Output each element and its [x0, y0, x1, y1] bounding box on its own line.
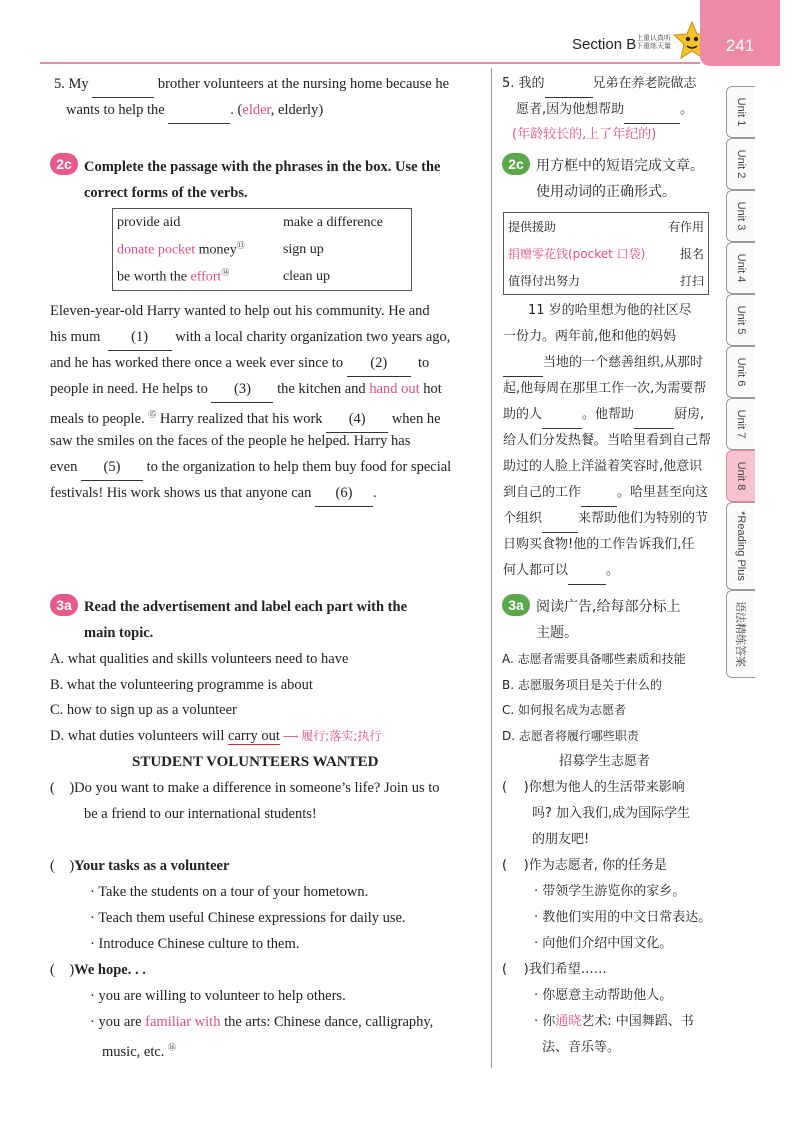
cn-instr-2c-1: 用方框中的短语完成文章。	[536, 158, 704, 174]
cn-passage: 日购买食物!他的工作告诉我们,任	[503, 537, 695, 552]
cn-para1-line1: ( )你想为他人的生活带来影响	[502, 780, 685, 795]
cn-para3-item: · 你愿意主动帮助他人。	[534, 988, 673, 1003]
carry-out-phrase: carry out	[228, 728, 280, 744]
phrase-worth: be worth the effort⑭	[117, 268, 230, 285]
para3-item: · you are willing to volunteer to help others.	[90, 988, 346, 1004]
passage-line: Eleven-year-old Harry wanted to help out his community. He and	[50, 303, 430, 319]
cn-para2-item: · 教他们实用的中文日常表达。	[534, 910, 712, 925]
q5-line2-text: wants to help the	[66, 102, 165, 118]
para2-item: · Introduce Chinese culture to them.	[90, 936, 300, 952]
cn-q5-line1: 5. 我的 兄弟在养老院做志	[502, 71, 697, 98]
q5-line2: wants to help the . (elder, elderly)	[66, 97, 323, 124]
tab-grammar-answers[interactable]	[726, 590, 755, 678]
q5-line1	[54, 71, 449, 98]
cn-option-d: D. 志愿者将履行哪些职责	[502, 729, 639, 743]
tab-label: Unit 3	[735, 201, 747, 231]
option-b: B. what the volunteering programme is about	[50, 677, 313, 693]
cn-passage: 当地的一个慈善组织,从那时	[503, 350, 703, 377]
passage-line: saw the smiles on the faces of the people he helped. Harry has	[50, 433, 411, 449]
phrase-donate: donate pocket money⑬	[117, 241, 245, 258]
page-number: 241	[700, 0, 780, 66]
cn-instr-3a-1: 阅读广告,给每部分标上	[536, 599, 681, 615]
cn-phrase: 报名	[679, 247, 704, 261]
badge-2c: 2c	[50, 153, 78, 175]
instruction-3a-line2: main topic.	[84, 625, 154, 641]
cn-para2-head: ( )作为志愿者, 你的任务是	[502, 858, 667, 873]
cn-phrase: 捐赠零花钱(pocket 口袋)	[508, 247, 646, 261]
q5-blank-2[interactable]	[168, 97, 230, 124]
cn-option-c: C. 如何报名成为志愿者	[502, 703, 627, 717]
phrase: provide aid	[117, 214, 181, 230]
option-c: C. how to sign up as a volunteer	[50, 702, 237, 718]
phrase: make a difference	[282, 214, 383, 230]
option-d: D. what duties volunteers will carry out ⟶ 履行;落实;执行	[50, 728, 382, 744]
blank-6[interactable]: (6)	[315, 480, 373, 507]
tab-label: Unit 4	[735, 253, 747, 283]
cn-para3-item: · 你通晓艺术: 中国舞蹈、书	[534, 1014, 694, 1029]
cn-blank-3[interactable]	[634, 402, 674, 429]
instruction-2c-line1: Complete the passage with the phrases in the box. Use the	[84, 159, 441, 175]
tab-unit-1[interactable]	[726, 86, 755, 138]
tab-label: Unit 6	[735, 357, 747, 387]
tagline-1: 上重认真听	[636, 34, 671, 42]
tab-label: 语法精练答案	[734, 601, 746, 667]
instruction-3a-line1: Read the advertisement and label each part with the	[84, 599, 408, 615]
passage-line: meals to people. ⑮ Harry realized that his work (4) when he	[50, 402, 441, 433]
blank-1[interactable]: (1)	[108, 324, 172, 351]
instruction-2c-line2: correct forms of the verbs.	[84, 185, 248, 201]
cn-q5-blank-1[interactable]	[545, 71, 593, 98]
cn-instr-3a-2: 主题。	[536, 625, 578, 641]
tab-label: *Reading Plus	[735, 511, 747, 581]
cn-q5-blank-2[interactable]	[624, 97, 680, 124]
passage-line: festivals! His work shows us that anyone can (6) .	[50, 480, 377, 507]
cn-blank-6[interactable]	[568, 558, 606, 585]
cn-passage: 何人都可以 。	[503, 558, 619, 585]
blank-3[interactable]: (3)	[211, 376, 273, 403]
badge-3a: 3a	[50, 594, 78, 616]
cn-para1-line2: 吗? 加入我们,成为国际学生	[532, 806, 691, 821]
tab-unit-5[interactable]	[726, 294, 755, 346]
tab-label: Unit 1	[735, 97, 747, 127]
cn-blank-4[interactable]	[581, 480, 617, 507]
tab-unit-3[interactable]	[726, 190, 755, 242]
q5-blank-1[interactable]	[92, 71, 154, 98]
cn-passage: 助的人 。他帮助 厨房,	[503, 402, 704, 429]
phrase: sign up	[282, 241, 324, 257]
tab-unit-4[interactable]	[726, 242, 755, 294]
para1-line2: be a friend to our international students!	[84, 806, 317, 822]
tab-reading-plus[interactable]	[726, 502, 755, 590]
tab-label: Unit 8	[735, 461, 747, 491]
cn-passage: 助过的人脸上洋溢着笑容时,他意识	[503, 459, 703, 474]
cn-option-b: B. 志愿服务项目是关于什么的	[502, 678, 662, 692]
para2-item: · Take the students on a tour of your hometown.	[90, 884, 369, 900]
badge-2c-cn: 2c	[502, 153, 530, 175]
cn-ad-title: 招募学生志愿者	[559, 754, 651, 769]
cn-phrase: 有作用	[667, 220, 704, 234]
section-title: Section B	[572, 36, 637, 53]
cn-blank-5[interactable]	[542, 506, 578, 533]
header-rule	[40, 62, 700, 64]
cn-phrase-box	[503, 212, 709, 295]
cn-para3-head: ( )我们希望……	[502, 962, 607, 977]
tab-label: Unit 2	[735, 149, 747, 179]
para2-head: ( )Your tasks as a volunteer	[50, 858, 230, 874]
tab-unit-8[interactable]	[726, 450, 755, 502]
para3-item: · you are familiar with the arts: Chinese dance, calligraphy,	[90, 1014, 434, 1030]
tagline-2: 下重练天量	[636, 42, 671, 50]
cn-phrase: 值得付出努力	[508, 274, 581, 288]
column-divider	[491, 68, 492, 1068]
cn-passage: 11 岁的哈里想为他的社区尽	[528, 303, 692, 318]
q5-option-elderly: elderly	[278, 102, 319, 118]
passage-line: people in need. He helps to (3) the kitchen and hand out hot	[50, 376, 442, 403]
para3-head: ( )We hope. . .	[50, 962, 146, 978]
blank-2[interactable]: (2)	[347, 350, 411, 377]
cn-instr-2c-2: 使用动词的正确形式。	[536, 184, 676, 200]
cn-para2-item: · 向他们介绍中国文化。	[534, 936, 673, 951]
tab-unit-2[interactable]	[726, 138, 755, 190]
passage-line: even (5) to the organization to help them buy food for special	[50, 454, 451, 481]
tab-unit-7[interactable]	[726, 398, 755, 450]
cn-blank-2[interactable]	[542, 402, 582, 429]
blank-5[interactable]: (5)	[81, 454, 143, 481]
cn-para3-item-line2: 法、音乐等。	[542, 1040, 621, 1055]
tab-label: Unit 7	[735, 409, 747, 439]
blank-4[interactable]: (4)	[326, 406, 388, 433]
tab-label: Unit 5	[735, 305, 747, 335]
q5-mid: brother volunteers at the nursing home because he	[157, 76, 450, 92]
q5-prefix: 5. My	[54, 76, 89, 92]
passage-line: his mum (1) with a local charity organization two years ago,	[50, 324, 450, 351]
option-a: A. what qualities and skills volunteers need to have	[50, 651, 349, 667]
para2-item: · Teach them useful Chinese expressions for daily use.	[90, 910, 406, 926]
cn-phrase: 提供援助	[508, 220, 557, 234]
cn-para2-item: · 带领学生游览你的家乡。	[534, 884, 686, 899]
cn-option-a: A. 志愿者需要具备哪些素质和技能	[502, 652, 686, 666]
header-tagline	[636, 34, 671, 50]
badge-3a-cn: 3a	[502, 594, 530, 616]
cn-para1-line3: 的朋友吧!	[532, 832, 590, 847]
cn-passage: 给人们分发热餐。当哈里看到自己帮	[503, 433, 712, 448]
phrase-box	[112, 208, 412, 291]
cn-passage: 个组织 来帮助他们为特别的节	[503, 506, 708, 533]
cn-q5-note: (年龄较长的,上了年纪的)	[512, 127, 657, 142]
cn-passage: 一份力。两年前,他和他的妈妈	[503, 329, 677, 344]
cn-blank-1[interactable]	[503, 350, 543, 377]
cn-phrase: 打扫	[679, 274, 704, 288]
q5-option-elder: elder	[242, 102, 271, 118]
para1-line1: ( )Do you want to make a difference in someone’s life? Join us to	[50, 780, 440, 796]
ad-title: STUDENT VOLUNTEERS WANTED	[132, 754, 379, 770]
tab-unit-6[interactable]	[726, 346, 755, 398]
para3-item-line2: music, etc. ⑯	[102, 1043, 177, 1060]
cn-q5-line2: 愿者,因为他想帮助 。	[516, 97, 693, 124]
cn-passage: 到自己的工作 。哈里甚至向这	[503, 480, 708, 507]
cn-passage: 起,他每周在那里工作一次,为需要帮	[503, 381, 707, 396]
phrase: clean up	[282, 268, 330, 284]
carry-out-note: 履行;落实;执行	[301, 729, 382, 743]
passage-line: and he has worked there once a week ever since to (2) to	[50, 350, 429, 377]
